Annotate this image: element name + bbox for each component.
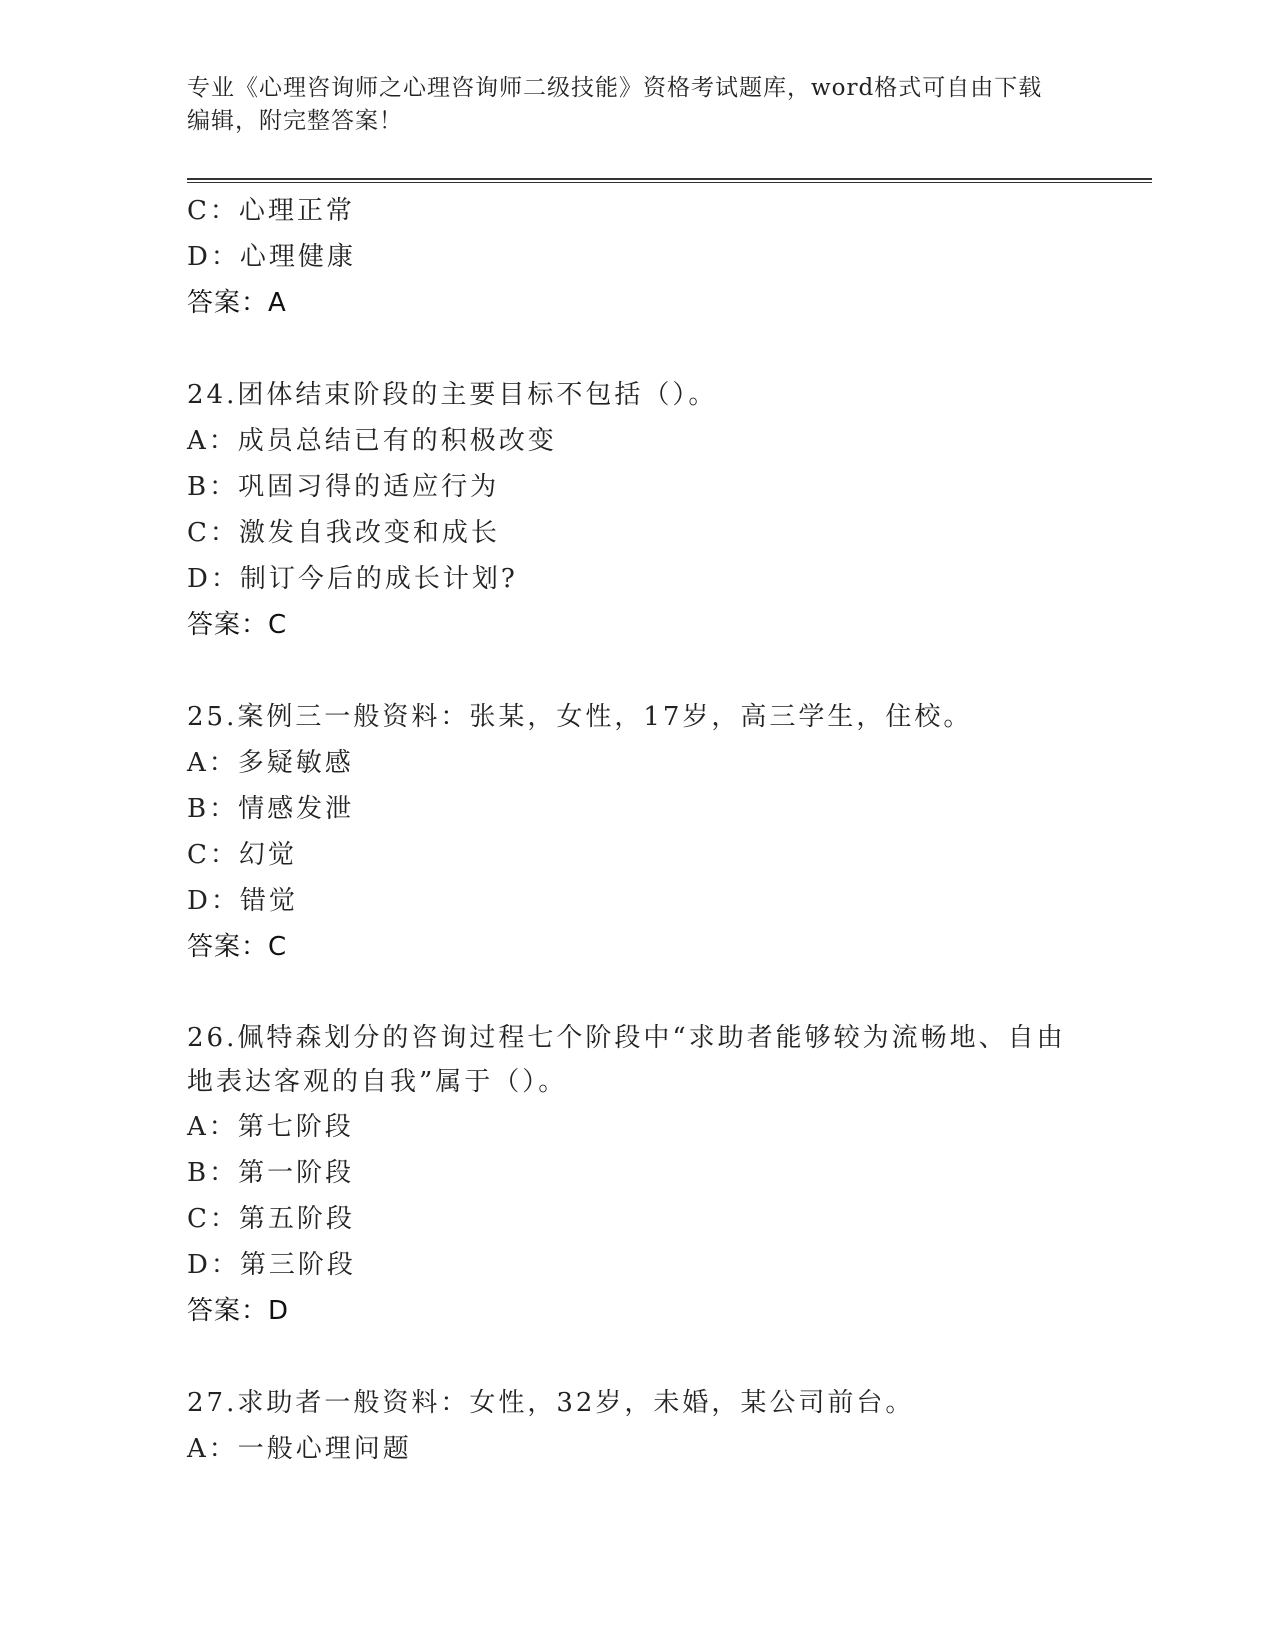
spacer	[187, 326, 1147, 372]
question-stem: 24.团体结束阶段的主要目标不包括（）。	[187, 380, 718, 410]
option-d: D：制订今后的成长计划?	[187, 564, 518, 594]
answer: 答案：C	[187, 610, 288, 640]
header-divider	[187, 178, 1152, 183]
question-stem-line-1: 26.佩特森划分的咨询过程七个阶段中“求助者能够较为流畅地、自由	[187, 1023, 1066, 1053]
page-header	[187, 72, 1087, 138]
option-d: D：第三阶段	[187, 1250, 356, 1280]
option-c: C：幻觉	[187, 840, 297, 870]
option-b: B：情感发泄	[187, 794, 355, 824]
answer: 答案：A	[187, 288, 287, 318]
answer: 答案：D	[187, 1296, 290, 1326]
question-stem: 27.求助者一般资料：女性，32岁，未婚，某公司前台。	[187, 1388, 915, 1418]
question-24	[187, 372, 1147, 648]
option-d: D：错觉	[187, 886, 298, 916]
option-b: B：第一阶段	[187, 1158, 355, 1188]
option-c: C：激发自我改变和成长	[187, 518, 500, 548]
header-line-2: 编辑，附完整答案！	[187, 108, 403, 134]
option-d: D：心理健康	[187, 242, 356, 272]
header-line-1: 专业《心理咨询师之心理咨询师二级技能》资格考试题库，word格式可自由下载	[187, 75, 1043, 101]
option-a: A：多疑敏感	[187, 748, 354, 778]
question-23	[187, 188, 1147, 326]
question-27	[187, 1380, 1147, 1472]
answer: 答案：C	[187, 932, 288, 962]
option-c: C：第五阶段	[187, 1204, 355, 1234]
option-a: A：第七阶段	[187, 1112, 354, 1142]
option-a: A：一般心理问题	[187, 1434, 412, 1464]
spacer	[187, 648, 1147, 694]
question-25	[187, 694, 1147, 970]
question-26	[187, 1016, 1147, 1334]
option-a: A：成员总结已有的积极改变	[187, 426, 557, 456]
spacer	[187, 1334, 1147, 1380]
option-b: B：巩固习得的适应行为	[187, 472, 500, 502]
option-c: C：心理正常	[187, 196, 355, 226]
spacer	[187, 970, 1147, 1016]
question-stem: 25.案例三一般资料：张某，女性，17岁，高三学生，住校。	[187, 702, 973, 732]
question-list	[187, 188, 1147, 1472]
question-stem-line-2: 地表达客观的自我”属于（）。	[187, 1067, 568, 1097]
